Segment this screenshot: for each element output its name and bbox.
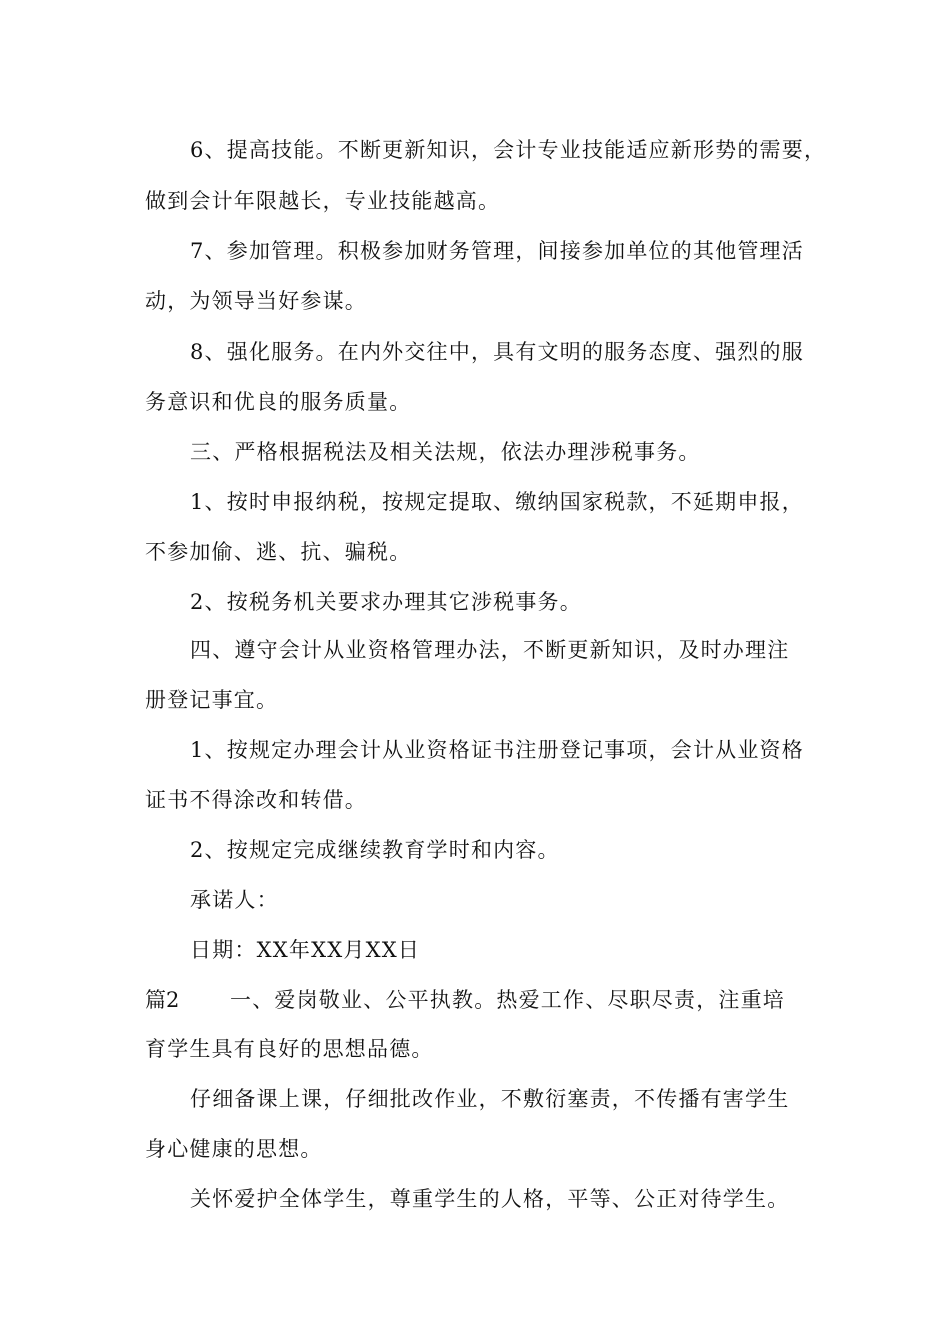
section-label: 篇2 [145,988,180,1012]
paragraph-line: 8、强化服务。在内外交往中，具有文明的服务态度、强烈的服 [190,340,804,364]
paragraph-line: 1、按时申报纳税，按规定提取、缴纳国家税款，不延期申报， [190,490,804,514]
paragraph-line: 育学生具有良好的思想品德。 [145,1037,434,1061]
paragraph-line: 身心健康的思想。 [145,1137,323,1161]
paragraph-line: 2、按税务机关要求办理其它涉税事务。 [190,590,582,614]
paragraph-line: 务意识和优良的服务质量。 [145,390,412,414]
paragraph-line: 证书不得涂改和转借。 [145,788,367,812]
paragraph-line: 7、参加管理。积极参加财务管理，间接参加单位的其他管理活 [190,239,804,263]
paragraph-line: 1、按规定办理会计从业资格证书注册登记事项，会计从业资格 [190,738,804,762]
paragraph-line: 关怀爱护全体学生，尊重学生的人格，平等、公正对待学生。 [190,1187,790,1211]
paragraph-line: 2、按规定完成继续教育学时和内容。 [190,838,560,862]
signatory-label: 承诺人： [190,888,279,912]
paragraph-line: 动，为领导当好参谋。 [145,289,367,313]
paragraph-line: 做到会计年限越长，专业技能越高。 [145,189,501,213]
paragraph-line: 仔细备课上课，仔细批改作业，不敷衍塞责，不传播有害学生 [190,1087,790,1111]
paragraph-line: 不参加偷、逃、抗、骗税。 [145,540,412,564]
paragraph-line: 6、提高技能。不断更新知识，会计专业技能适应新形势的需要， [190,138,827,162]
section-heading: 四、遵守会计从业资格管理办法，不断更新知识，及时办理注 [190,638,790,662]
paragraph-line: 册登记事宜。 [145,688,279,712]
section-heading: 一、爱岗敬业、公平执教。热爱工作、尽职尽责，注重培 [230,988,785,1012]
date-line: 日期：XX年XX月XX日 [190,938,421,962]
section-heading: 三、严格根据税法及相关法规，依法办理涉税事务。 [190,440,701,464]
